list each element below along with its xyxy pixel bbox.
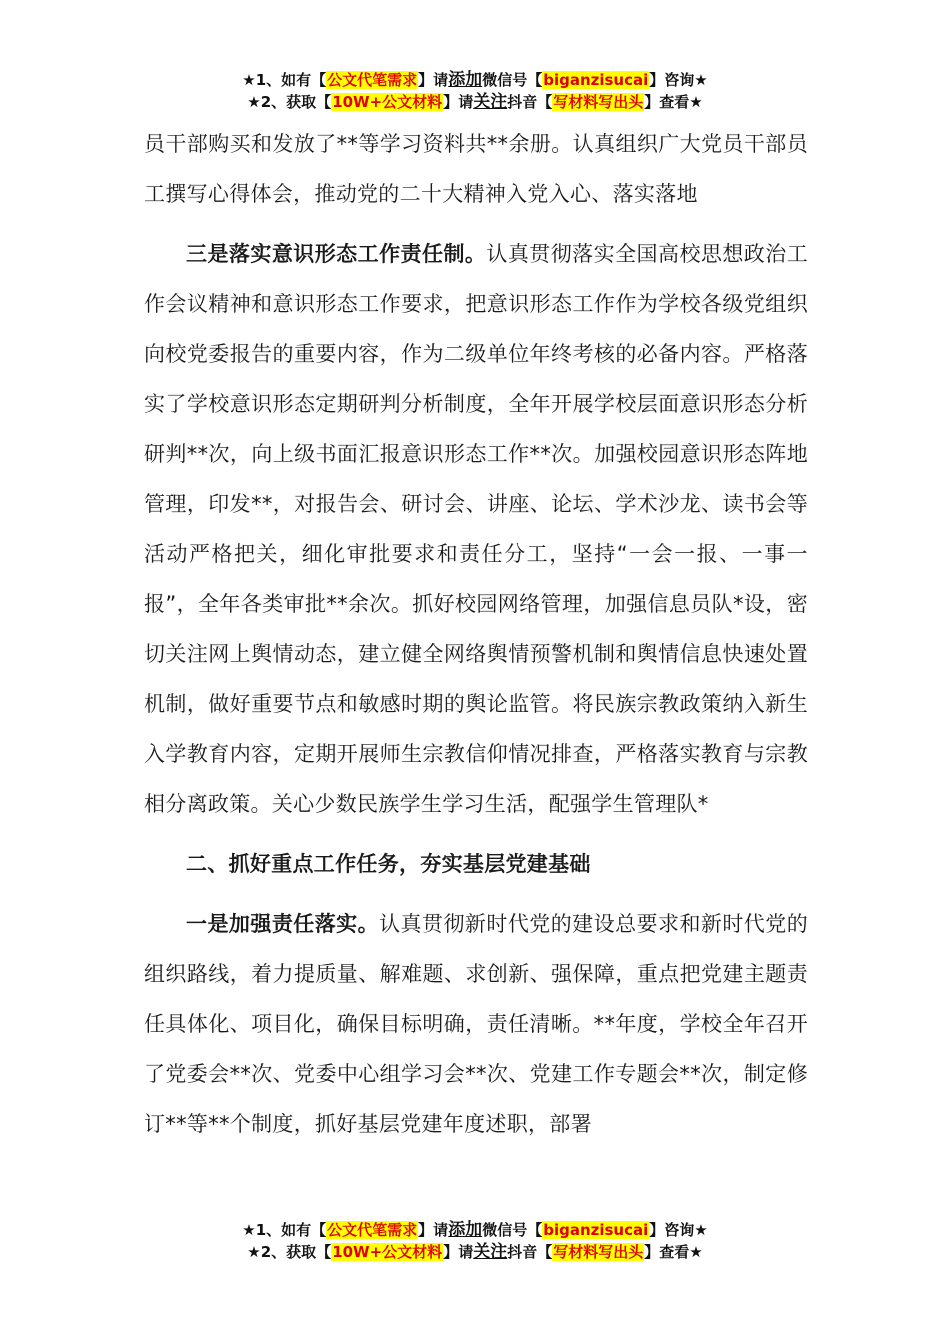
banner-line-1: ★1、如有【公文代笔需求】请添加微信号【biganzisucai】咨询★ [242,1220,708,1240]
paragraph-lead: 一是加强责任落实。 [186,912,380,936]
paragraph: 一是加强责任落实。认真贯彻新时代党的建设总要求和新时代党的组织路线，着力提质量、解难题、求创新、强保障，重点把党建主题责任具体化、项目化，确保目标明确，责任清晰。**年度，学校全年召开了党委会**次、党委中心组学习会**次、党建工作专题会**次，制定修订**等**个制度，抓好基层党建年度述职，部署 [144,912,809,1136]
banner-highlight: 写材料写出头 [553,93,644,111]
banner-line-2: ★2、获取【10W+公文材料】请关注抖音【写材料写出头】查看★ [247,1242,703,1262]
banner-highlight: biganzisucai [543,1221,649,1239]
banner-line-2: ★2、获取【10W+公文材料】请关注抖音【写材料写出头】查看★ [247,92,703,112]
paragraph: 员干部购买和发放了**等学习资料共**余册。认真组织广大党员干部员工撰写心得体会，推动党的二十大精神入党入心、落实落地 [144,132,808,206]
banner-line-1: ★1、如有【公文代笔需求】请添加微信号【biganzisucai】咨询★ [242,70,708,90]
footer-banner [0,1219,950,1263]
banner-highlight: 10W+公文材料 [332,93,443,111]
paragraph: 三是落实意识形态工作责任制。认真贯彻落实全国高校思想政治工作会议精神和意识形态工作要求，把意识形态工作作为学校各级党组织向校党委报告的重要内容，作为二级单位年终考核的必备内容。严格落实了学校意识形态定期研判分析制度，全年开展学校层面意识形态分析研判**次，向上级书面汇报意识形态工作**次。加强校园意识形态阵地管理，印发**，对报告会、研讨会、讲座、论坛、学术沙龙、读书会等活动严格把关，细化审批要求和责任分工，坚持“一会一报、一事一报”，全年各类审批**余次。抓好校园网络管理，加强信息员队*设，密切关注网上舆情动态，建立健全网络舆情预警机制和舆情信息快速处置机制，做好重要节点和敏感时期的舆论监管。将民族宗教政策纳入新生入学教育内容，定期开展师生宗教信仰情况排查，严格落实教育与宗教相分离政策。关心少数民族学生学习生活，配强学生管理队* [144,242,809,816]
banner-highlight: 公文代笔需求 [327,1221,418,1239]
banner-highlight: 写材料写出头 [553,1243,644,1261]
header-banner [0,69,950,113]
banner-highlight: biganzisucai [543,71,649,89]
banner-highlight: 公文代笔需求 [327,71,418,89]
banner-highlight: 10W+公文材料 [332,1243,443,1261]
section-heading: 二、抓好重点工作任务，夯实基层党建基础 [186,852,591,876]
paragraph-lead: 三是落实意识形态工作责任制。 [186,242,487,266]
document-body [144,119,808,1149]
